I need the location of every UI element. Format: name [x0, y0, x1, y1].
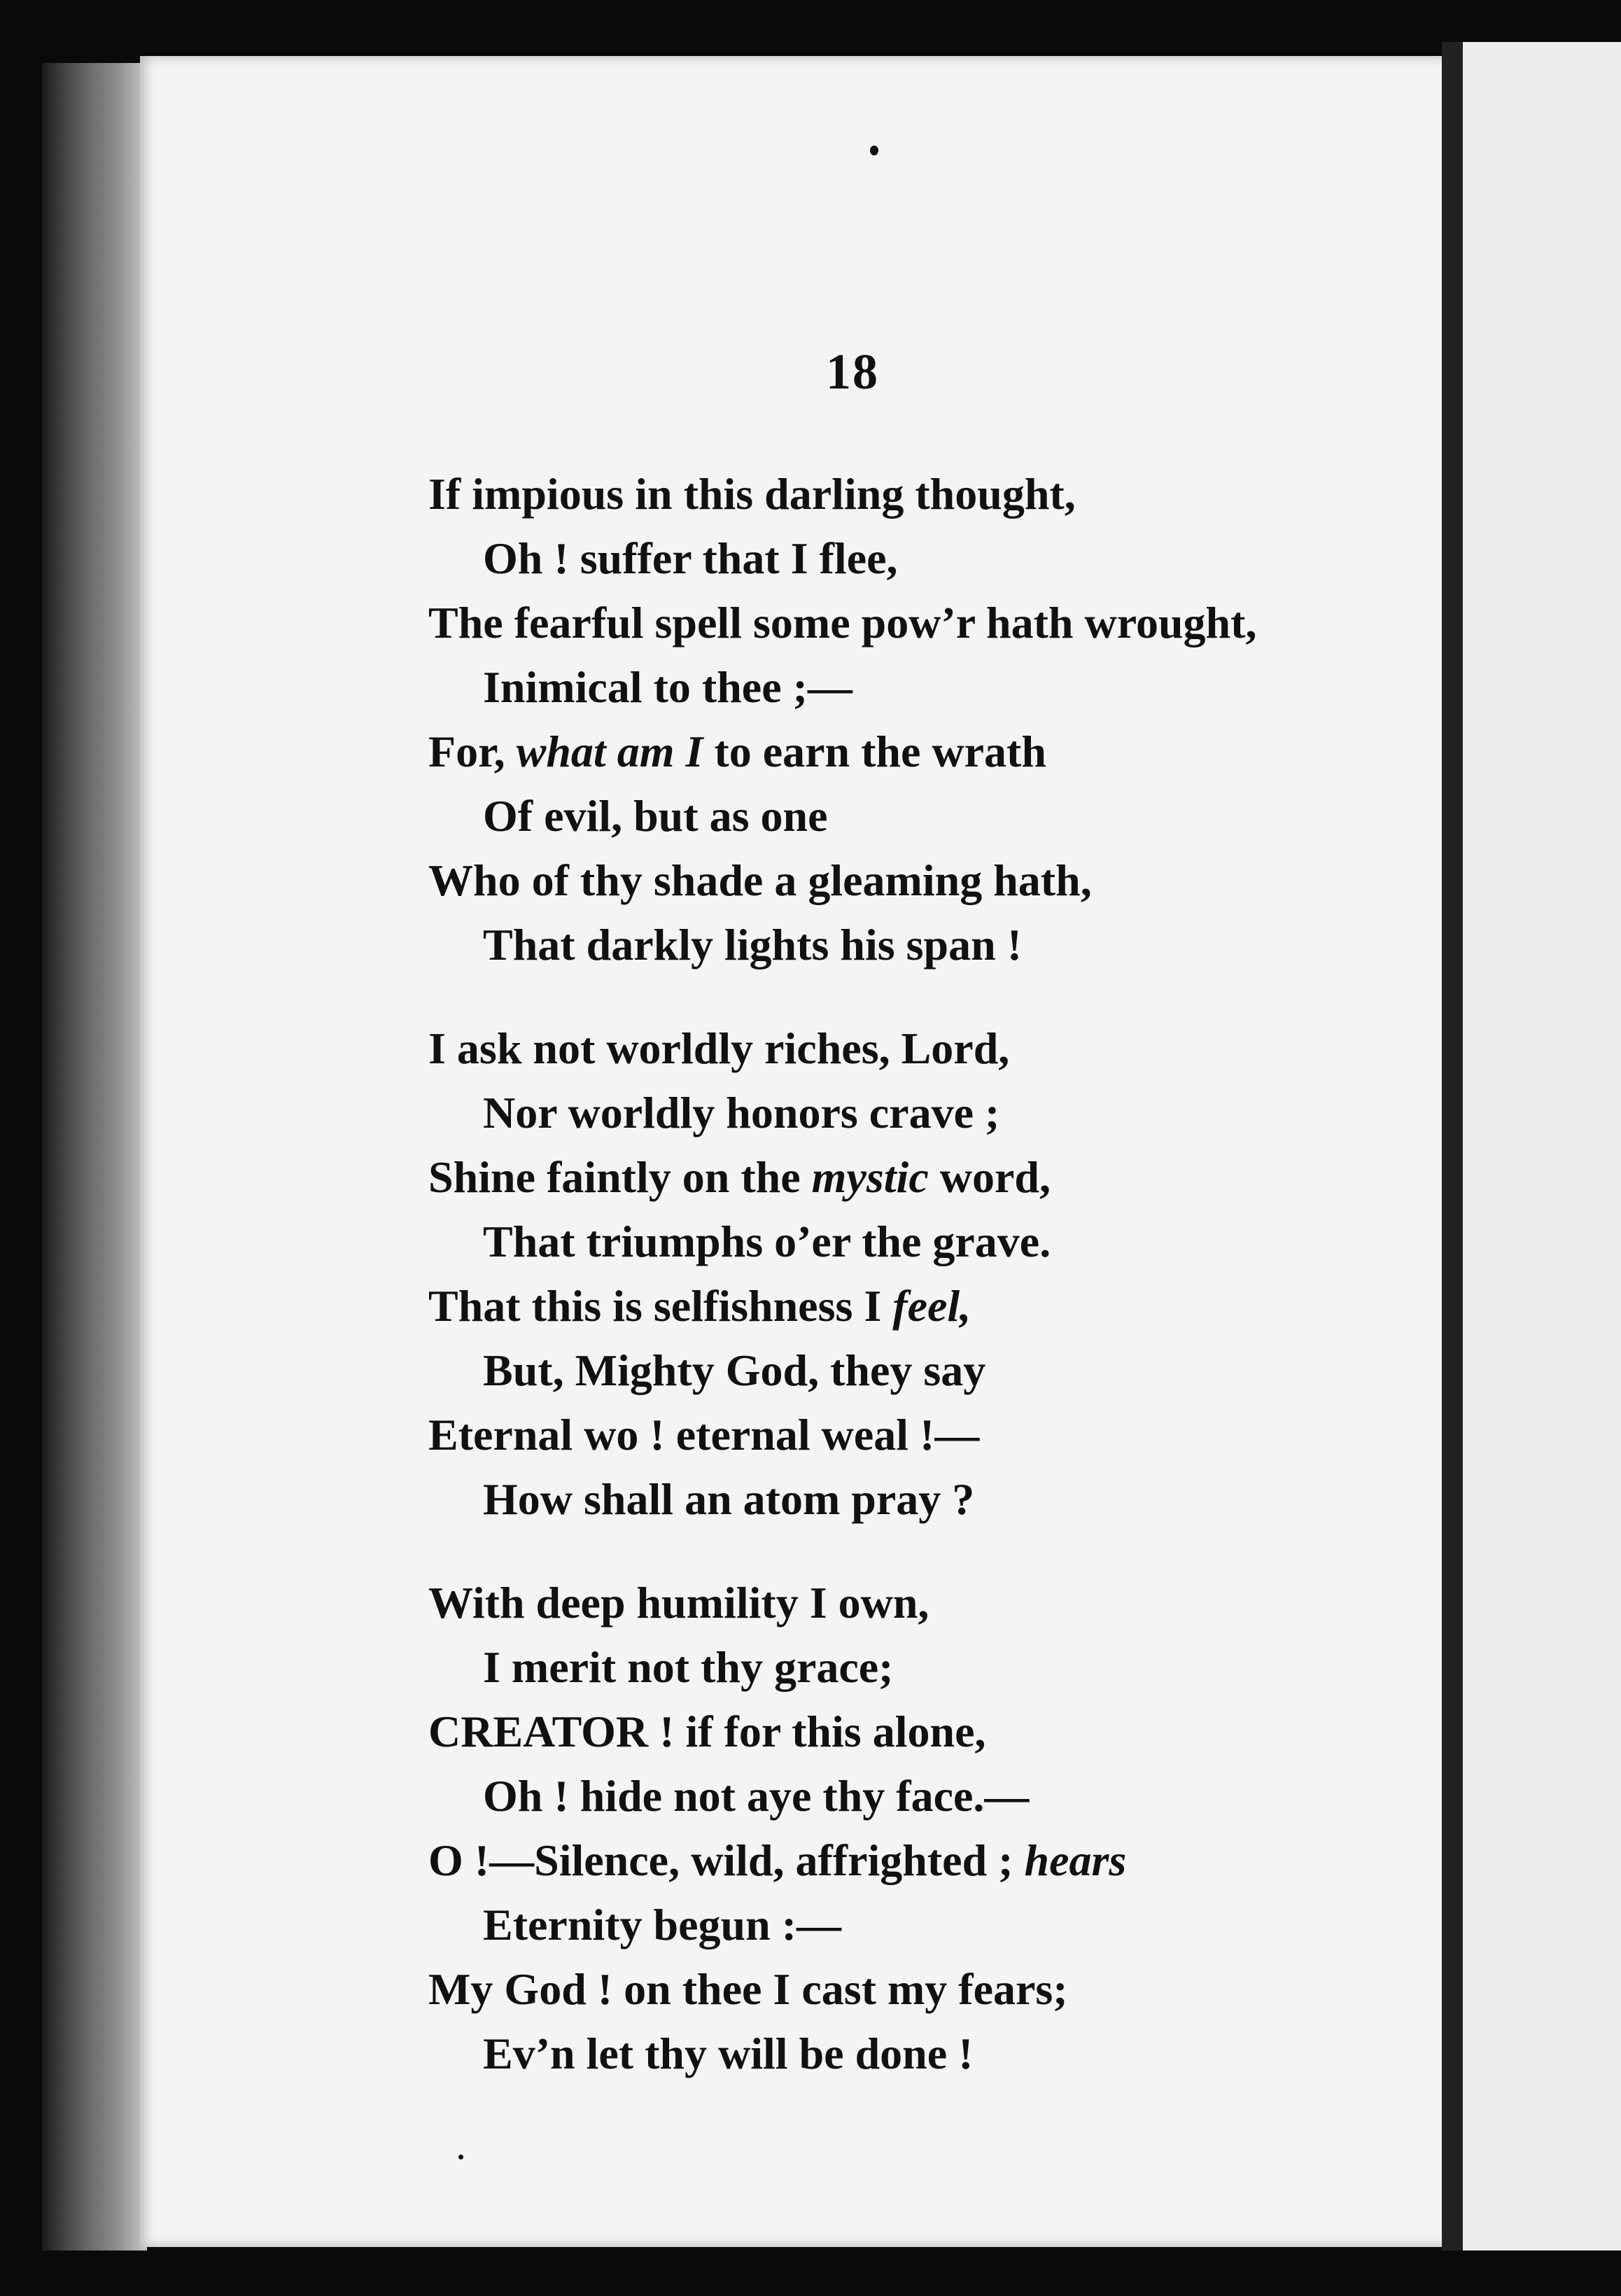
- poem-line: I merit not thy grace;: [483, 1642, 894, 1692]
- facing-page-fragment: [1463, 42, 1621, 2261]
- page-number: 18: [826, 344, 879, 400]
- line-text: That this is selfishness I: [428, 1281, 893, 1331]
- italic-emphasis: mystic: [811, 1152, 929, 1202]
- poem-line: Eternal wo ! eternal weal !—: [428, 1410, 980, 1460]
- ink-speck: [870, 146, 878, 155]
- poem-line: [428, 720, 1429, 784]
- poem-line: Ev’n let thy will be done !: [483, 2029, 974, 2078]
- poem-line: Who of thy shade a gleaming hath,: [428, 855, 1092, 905]
- stanza-break: [428, 977, 1429, 1016]
- poem-line: Oh ! hide not aye thy face.—: [483, 1771, 1030, 1821]
- poem-body: [428, 462, 1429, 2086]
- line-text: O !—Silence, wild, affrighted ;: [428, 1835, 1025, 1885]
- poem-line: With deep humility I own,: [428, 1578, 929, 1628]
- poem-line: If impious in this darling thought,: [428, 469, 1076, 519]
- poem-line: [428, 1274, 1429, 1338]
- line-text: Shine faintly on the: [428, 1152, 812, 1202]
- poem-line: But, Mighty God, they say: [483, 1345, 986, 1395]
- line-text: For,: [428, 727, 517, 776]
- poem-line: Inimical to thee ;—: [483, 662, 852, 712]
- italic-emphasis: hears: [1024, 1835, 1127, 1885]
- poem-line: [428, 1145, 1429, 1210]
- poem-line: My God ! on thee I cast my fears;: [428, 1964, 1068, 2014]
- italic-emphasis: feel,: [892, 1281, 971, 1331]
- line-text: word,: [928, 1152, 1051, 1202]
- line-text: to earn the wrath: [703, 727, 1046, 776]
- poem-line: Nor worldly honors crave ;: [483, 1088, 1000, 1138]
- poem-line: Of evil, but as one: [483, 791, 828, 841]
- poem-line: [428, 1828, 1429, 1893]
- poem-line: I ask not worldly riches, Lord,: [428, 1023, 1010, 1073]
- book-binding-gutter: [42, 63, 147, 2261]
- poem-line: The fearful spell some pow’r hath wrought,: [428, 598, 1257, 648]
- poem-line: How shall an atom pray ?: [483, 1474, 975, 1524]
- ink-speck: [458, 2155, 463, 2160]
- scan-border-bottom: [0, 2250, 1621, 2296]
- italic-emphasis: what am I: [516, 727, 703, 776]
- poem-line: Oh ! suffer that I flee,: [483, 533, 898, 583]
- poem-line: That darkly lights his span !: [483, 920, 1023, 969]
- stanza-break: [428, 1532, 1429, 1571]
- poem-line: That triumphs o’er the grave.: [483, 1217, 1051, 1266]
- page-edge-shadow: [1442, 42, 1463, 2261]
- poem-line: Eternity begun :—: [483, 1900, 841, 1949]
- scan-border-top: [0, 0, 1621, 56]
- poem-line: CREATOR ! if for this alone,: [428, 1707, 986, 1756]
